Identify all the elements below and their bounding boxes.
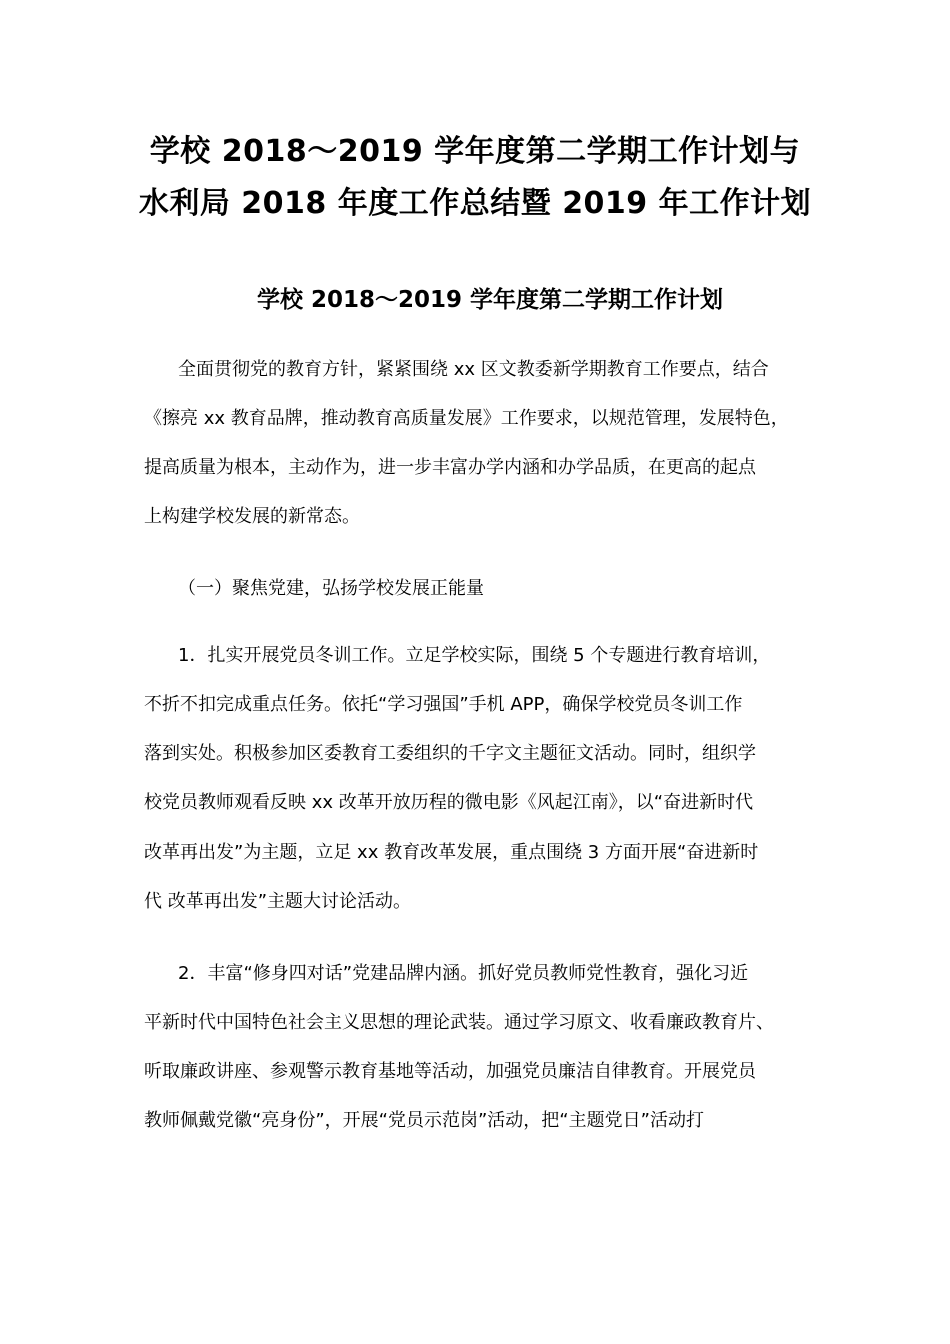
intro-line-4: 上构建学校发展的新常态。: [144, 506, 360, 527]
item2-line-4: 教师佩戴党徽“亮身份”，开展“党员示范岗”活动，把“主题党日”活动打: [144, 1110, 704, 1131]
intro-line-1: 全面贯彻党的教育方针，紧紧围绕 xx 区文教委新学期教育工作要点，结合: [178, 359, 769, 380]
section-subtitle: 学校 2018～2019 学年度第二学期工作计划: [256, 287, 724, 313]
item2-line-1: 2．丰富“修身四对话”党建品牌内涵。抓好党员教师党性教育，强化习近: [178, 963, 749, 984]
section-heading: （一）聚焦党建，弘扬学校发展正能量: [178, 578, 484, 599]
item1-line-5: 改革再出发”为主题，立足 xx 教育改革发展，重点围绕 3 方面开展“奋进新时: [144, 842, 759, 863]
intro-line-2: 《擦亮 xx 教育品牌，推动教育高质量发展》工作要求，以规范管理，发展特色，: [144, 408, 789, 429]
item1-line-3: 落到实处。积极参加区委教育工委组织的千字文主题征文活动。同时，组织学: [144, 743, 756, 764]
item1-line-1: 1．扎实开展党员冬训工作。立足学校实际，围绕 5 个专题进行教育培训，: [178, 645, 771, 666]
item1-line-6: 代 改革再出发”主题大讨论活动。: [144, 891, 412, 912]
main-title-line-1: 学校 2018～2019 学年度第二学期工作计划与: [149, 134, 801, 169]
item1-line-2: 不折不扣完成重点任务。依托“学习强国”手机 APP，确保学校党员冬训工作: [144, 694, 743, 715]
item2-line-3: 听取廉政讲座、参观警示教育基地等活动，加强党员廉洁自律教育。开展党员: [144, 1061, 756, 1082]
item2-line-2: 平新时代中国特色社会主义思想的理论武装。通过学习原文、收看廉政教育片、: [144, 1012, 774, 1033]
main-title-line-2: 水利局 2018 年度工作总结暨 2019 年工作计划: [138, 186, 812, 221]
item1-line-4: 校党员教师观看反映 xx 改革开放历程的微电影《风起江南》，以“奋进新时代: [144, 792, 754, 813]
intro-line-3: 提高质量为根本，主动作为，进一步丰富办学内涵和办学品质，在更高的起点: [144, 457, 756, 478]
